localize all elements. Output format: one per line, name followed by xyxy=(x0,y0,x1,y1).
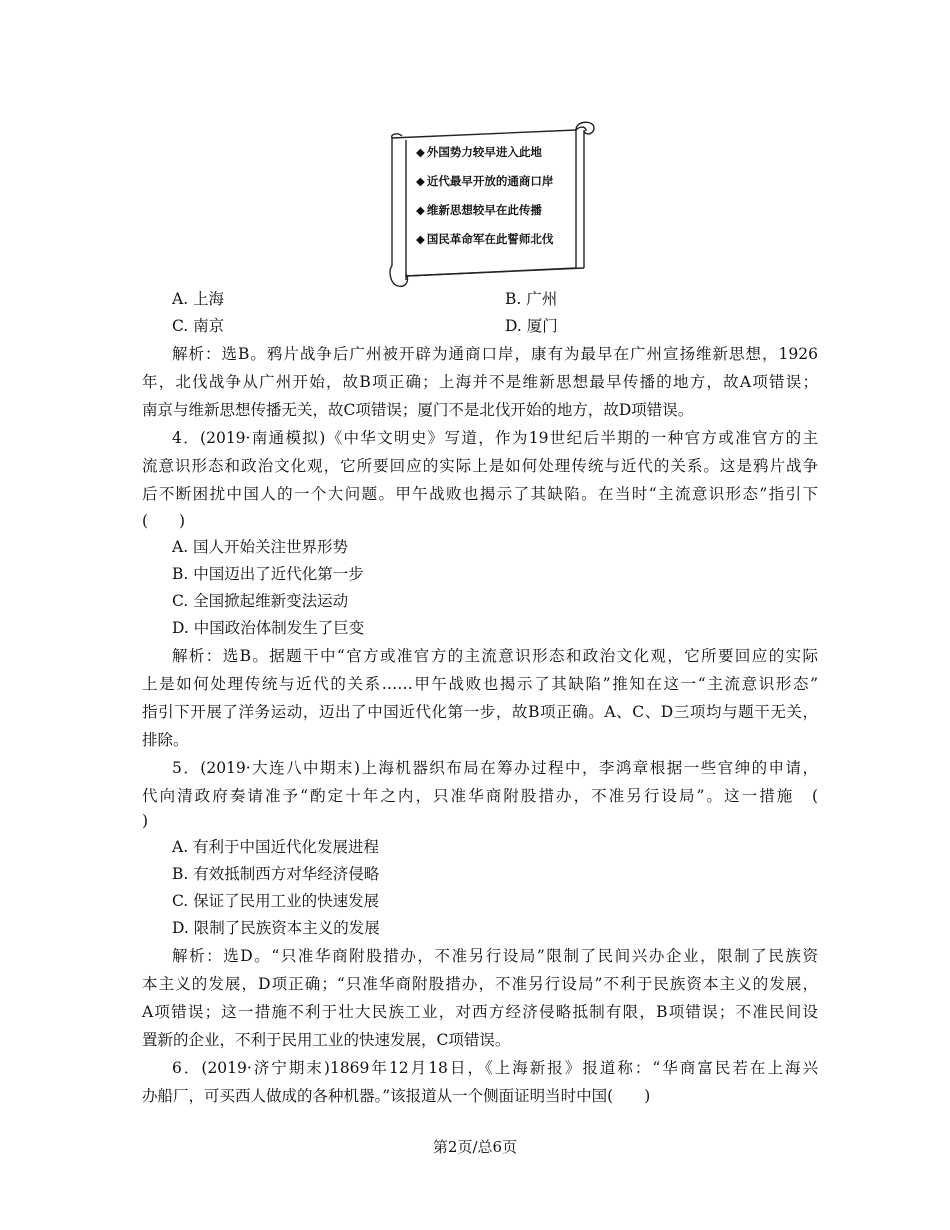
q5-option: D. 限制了民族资本主义的发展 xyxy=(172,919,380,937)
q5-analysis-line: 解析：选D。“只准华商附股措办，不准另行设局”限制了民间兴办企业，限制了民族资 xyxy=(172,947,818,965)
scroll-item: ◆ 外国势力较早进入此地 xyxy=(416,145,542,159)
q6-stem-line: 6．(2019·济宁期末)1869年12月18日，《上海新报》报道称：“华商富民若在上海兴 xyxy=(172,1059,818,1077)
q3-analysis-line: 南京与维新思想传播无关，故C项错误；厦门不是北伐开始的地方，故D项错误。 xyxy=(142,401,694,419)
q4-option: C. 全国掀起维新变法运动 xyxy=(172,592,349,610)
scroll-item: ◆ 国民革命军在此誓师北伐 xyxy=(416,232,554,246)
scroll-item: ◆ 维新思想较早在此传播 xyxy=(416,203,542,217)
q5-stem-line: 5．(2019·大连八中期末)上海机器织布局在筹办过程中，李鸿章根据一些官绅的申请， xyxy=(172,759,818,777)
q5-analysis-line: 本主义的发展，D项正确；“只准华商附股措办，不准另行设局”不利于民族资本主义的发展， xyxy=(142,975,818,993)
scroll-figure xyxy=(380,118,602,290)
q4-stem-line: 后不断困扰中国人的一个大问题。甲午战败也揭示了其缺陷。在当时“主流意识形态”指引下 xyxy=(142,485,818,503)
q4-stem-line: ( ) xyxy=(142,512,186,530)
q5-analysis-line: 置新的企业，不利于民用工业的快速发展，C项错误。 xyxy=(142,1031,511,1049)
q4-analysis-line: 排除。 xyxy=(142,731,189,749)
q5-option: A. 有利于中国近代化发展进程 xyxy=(172,838,380,856)
q6-stem-line: 办船厂，可买西人做成的各种机器。”该报道从一个侧面证明当时中国( ) xyxy=(142,1087,651,1105)
q4-analysis-line: 解析：选B。据题干中“官方或准官方的主流意识形态和政治文化观，它所要回应的实际 xyxy=(172,647,818,665)
q4-option: D. 中国政治体制发生了巨变 xyxy=(172,619,365,637)
q4-stem-line: 4．(2019·南通模拟)《中华文明史》写道，作为19世纪后半期的一种官方或准官方的主 xyxy=(172,429,818,447)
q4-option: A. 国人开始关注世界形势 xyxy=(172,538,349,556)
q3-analysis-line: 解析：选B。鸦片战争后广州被开辟为通商口岸，康有为最早在广州宣扬维新思想，1926 xyxy=(172,345,818,363)
q4-option: B. 中国迈出了近代化第一步 xyxy=(172,565,364,583)
q3-option-a: A. 上海 xyxy=(172,290,225,308)
q5-option: C. 保证了民用工业的快速发展 xyxy=(172,892,380,910)
scroll-item: ◆ 近代最早开放的通商口岸 xyxy=(416,174,554,188)
q3-analysis-line: 年，北伐战争从广州开始，故B项正确；上海并不是维新思想最早传播的地方，故A项错误； xyxy=(142,373,818,391)
q3-option-c: C. 南京 xyxy=(172,317,225,335)
q5-stem-line: 代向清政府奏请准予“酌定十年之内，只准华商附股措办，不准另行设局”。这一措施 ( xyxy=(142,787,818,805)
page-number-footer: 第2页/总6页 xyxy=(432,1138,518,1156)
q5-stem-line: ) xyxy=(142,812,149,830)
q3-option-b: B. 广州 xyxy=(505,290,558,308)
q4-analysis-line: 指引下开展了洋务运动，迈出了中国近代化第一步，故B项正确。A、C、D三项均与题干无关， xyxy=(142,703,818,721)
q5-analysis-line: A项错误；这一措施不利于壮大民族工业，对西方经济侵略抵制有限，B项错误；不准民间设 xyxy=(142,1003,818,1021)
q4-analysis-line: 上是如何处理传统与近代的关系……甲午战败也揭示了其缺陷”推知在这一“主流意识形态” xyxy=(142,675,818,693)
q4-stem-line: 流意识形态和政治文化观，它所要回应的实际上是如何处理传统与近代的关系。这是鸦片战争 xyxy=(142,457,818,475)
q5-option: B. 有效抵制西方对华经济侵略 xyxy=(172,865,380,883)
q3-option-d: D. 厦门 xyxy=(505,317,558,335)
